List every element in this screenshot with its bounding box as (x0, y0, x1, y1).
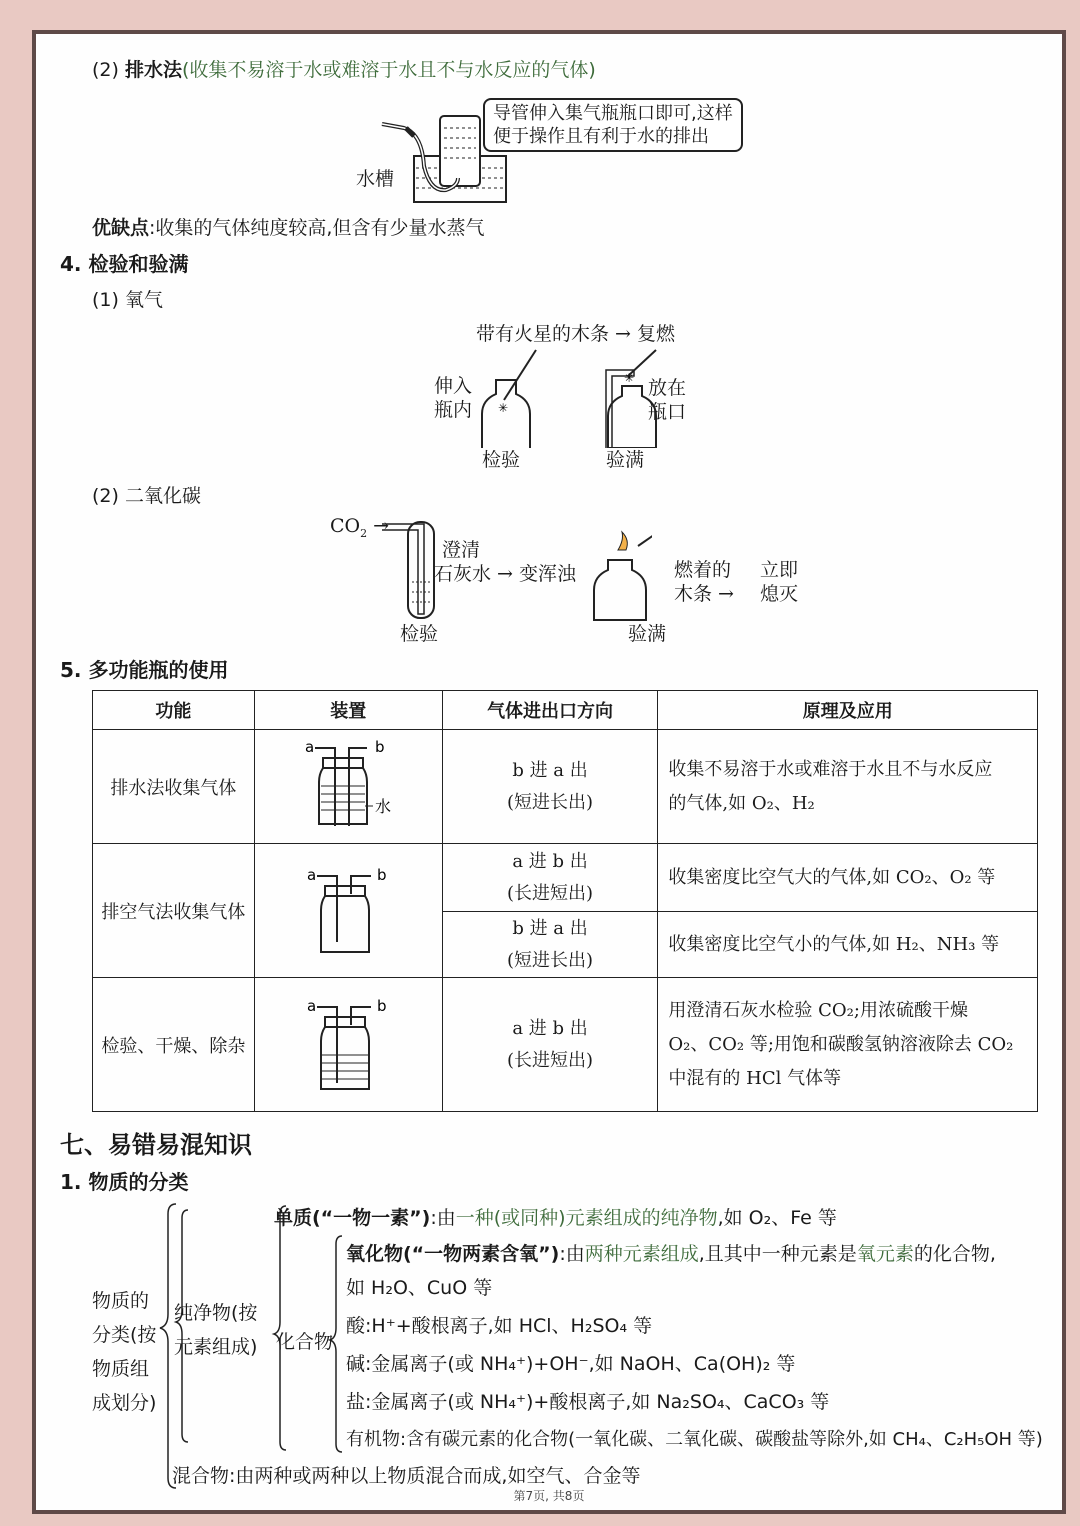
row3-label-a: a (307, 997, 317, 1015)
element-c: 一种(或同种)元素组成的纯净物 (455, 1207, 718, 1229)
pure-substance (174, 1296, 257, 1364)
row3-app-l2: O₂、CO₂ 等;用饱和碳酸氢钠溶液除去 CO₂ (668, 1033, 1014, 1055)
oxide-b: :由 (559, 1243, 585, 1265)
co2-test-label: 检验 (400, 623, 439, 645)
co2-lime-l1: 澄清 (442, 539, 481, 561)
co2-lime-l2: 石灰水 → 变浑浊 (434, 563, 577, 585)
row2-direction-2 (442, 912, 658, 978)
table-row (93, 978, 1038, 1112)
row2-application-1: 收集密度比空气大的气体,如 CO₂、O₂ 等 (658, 844, 1038, 912)
oxide-a: 氧化物(“一物两素含氧”) (346, 1243, 560, 1265)
document-page (32, 30, 1066, 1514)
row3-direction (442, 978, 658, 1112)
pros-cons-line (92, 216, 484, 240)
trough-label: 水槽 (356, 168, 395, 190)
root-l2: 分类(按 (92, 1324, 157, 1346)
oxide-examples: 如 H₂O、CuO 等 (346, 1277, 493, 1299)
co2-stick-l2-text: 木条 (674, 583, 713, 605)
row3-device (254, 978, 442, 1112)
co2-heading: (2) 二氧化碳 (92, 485, 201, 507)
element-a: 单质(“一物一素”) (274, 1207, 431, 1229)
svg-text:✳: ✳ (498, 401, 509, 415)
header-function: 功能 (93, 691, 255, 730)
row2-dir2-l2: (短进长出) (507, 949, 594, 971)
row2-function: 排空气法收集气体 (93, 844, 255, 978)
oxygen-heading: (1) 氧气 (92, 289, 163, 311)
classification-root (92, 1284, 156, 1420)
row2-dir1-l2: (长进短出) (507, 882, 594, 904)
row2-direction-1 (442, 844, 658, 912)
oxide-line (346, 1242, 996, 1266)
bottle-water-diagram (293, 736, 403, 832)
pros-cons-text: :收集的气体纯度较高,但含有少量水蒸气 (149, 217, 485, 239)
element-d: ,如 O₂、Fe 等 (717, 1207, 837, 1229)
row3-app-l1: 用澄清石灰水检验 CO₂;用浓硫酸干燥 (668, 999, 968, 1021)
svg-text:✳: ✳ (624, 371, 635, 385)
root-l1: 物质的 (92, 1290, 150, 1312)
pros-cons-label: 优缺点 (92, 217, 150, 239)
page-footer: 第7页, 共8页 (513, 1489, 585, 1503)
drain-heading-num: (2) (92, 59, 119, 81)
acid-line: 酸:H⁺+酸根离子,如 HCl、H₂SO₄ 等 (346, 1315, 653, 1337)
row2-label-a: a (307, 866, 317, 884)
drain-heading-title: 排水法 (124, 59, 182, 81)
oxygen-top-text: 带有火星的木条 (476, 323, 610, 345)
row3-dir-l1: a 进 b 出 (512, 1017, 588, 1039)
co2-subscript: 2 (360, 526, 368, 540)
oxygen-right-l2: 瓶口 (648, 401, 687, 423)
table-row (93, 730, 1038, 844)
oxygen-result: 复燃 (637, 323, 676, 345)
row3-label-b: b (377, 997, 387, 1015)
drain-heading (92, 58, 596, 82)
section7-sub1: 1. 物质的分类 (60, 1170, 189, 1194)
co2-lime-l2-text: 石灰水 (434, 563, 492, 585)
drain-callout-line1: 导管伸入集气瓶瓶口即可,这样 (493, 103, 733, 124)
bottle-air-diagram (293, 858, 403, 958)
row1-application (658, 730, 1038, 844)
co2-stick-l1: 燃着的 (674, 559, 732, 581)
co2-res-l2: 熄灭 (760, 583, 799, 605)
page-frame (8, 8, 1072, 1518)
organic-line: 有机物:含有碳元素的化合物(一氧化碳、二氧化碳、碳酸盐等除外,如 CH₄、C₂H₅OH 等) (346, 1429, 1043, 1450)
pure-l1: 纯净物(按 (174, 1302, 258, 1324)
row2-label-b: b (377, 866, 387, 884)
drain-heading-desc: (收集不易溶于水或难溶于水且不与水反应的气体) (181, 59, 596, 81)
row1-app-l2: 的气体,如 O₂、H₂ (668, 792, 815, 814)
section5-title: 5. 多功能瓶的使用 (60, 658, 229, 682)
pure-l2: 元素组成) (174, 1336, 258, 1358)
base-line: 碱:金属离子(或 NH₄⁺)+OH⁻,如 NaOH、Ca(OH)₂ 等 (346, 1353, 796, 1375)
row1-device (254, 730, 442, 844)
row1-function: 排水法收集气体 (93, 730, 255, 844)
table-row (93, 844, 1038, 912)
row1-label-a: a (305, 738, 315, 756)
bottle-wash-diagram (293, 989, 403, 1095)
row2-application-2: 收集密度比空气小的气体,如 H₂、NH₃ 等 (658, 912, 1038, 978)
mixture-line: 混合物:由两种或两种以上物质混合而成,如空气、合金等 (172, 1465, 641, 1487)
salt-line: 盐:金属离子(或 NH₄⁺)+酸根离子,如 Na₂SO₄、CaCO₃ 等 (346, 1391, 830, 1413)
co2-formula: CO (330, 515, 361, 537)
multi-function-bottle-table (92, 690, 1038, 1112)
header-direction: 气体进出口方向 (442, 691, 658, 730)
co2-input-label: $CO_2$ → (330, 515, 390, 540)
element-line (274, 1206, 837, 1230)
header-device: 装置 (254, 691, 442, 730)
table-header-row (93, 691, 1038, 730)
section7-title: 七、易错易混知识 (60, 1131, 252, 1159)
header-application: 原理及应用 (658, 691, 1038, 730)
row3-dir-l2: (长进短出) (507, 1049, 594, 1071)
row1-label-water: 水 (375, 797, 392, 816)
oxygen-top-label: 带有火星的木条 → 复燃 (476, 323, 676, 345)
row1-app-l1: 收集不易溶于水或难溶于水且不与水反应 (668, 758, 993, 780)
drain-callout (483, 98, 743, 152)
oxygen-test-label: 检验 (482, 449, 521, 471)
oxygen-left-l1: 伸入 (434, 375, 473, 397)
root-l3: 物质组 (92, 1358, 150, 1380)
oxide-e: 氧元素 (856, 1243, 914, 1265)
row1-label-b: b (375, 738, 385, 756)
co2-stick-l2: 木条 → (674, 583, 734, 605)
drain-callout-line2: 便于操作且有利于水的排出 (493, 126, 709, 147)
row3-application (658, 978, 1038, 1112)
row1-dir-l1: b 进 a 出 (512, 759, 588, 781)
row3-function: 检验、干燥、除杂 (93, 978, 255, 1112)
co2-full-label: 验满 (628, 623, 667, 645)
row3-app-l3: 中混有的 HCl 气体等 (668, 1067, 842, 1089)
oxide-f: 的化合物, (913, 1243, 996, 1265)
oxygen-full-label: 验满 (606, 449, 645, 471)
oxygen-left-l2: 瓶内 (434, 399, 473, 421)
oxide-c: 两种元素组成 (584, 1243, 699, 1265)
row2-dir2-l1: b 进 a 出 (512, 917, 588, 939)
row1-direction (442, 730, 658, 844)
compound-label: 化合物 (276, 1331, 334, 1353)
co2-result: 变浑浊 (519, 563, 577, 585)
root-l4: 成划分) (92, 1392, 157, 1414)
element-b: :由 (430, 1207, 456, 1229)
oxygen-right-l1: 放在 (648, 377, 687, 399)
oxide-d: ,且其中一种元素是 (698, 1243, 857, 1265)
co2-res-l1: 立即 (760, 559, 799, 581)
row2-device (254, 844, 442, 978)
section4-title: 4. 检验和验满 (60, 252, 189, 276)
row1-dir-l2: (短进长出) (507, 791, 594, 813)
row2-dir1-l1: a 进 b 出 (512, 850, 588, 872)
